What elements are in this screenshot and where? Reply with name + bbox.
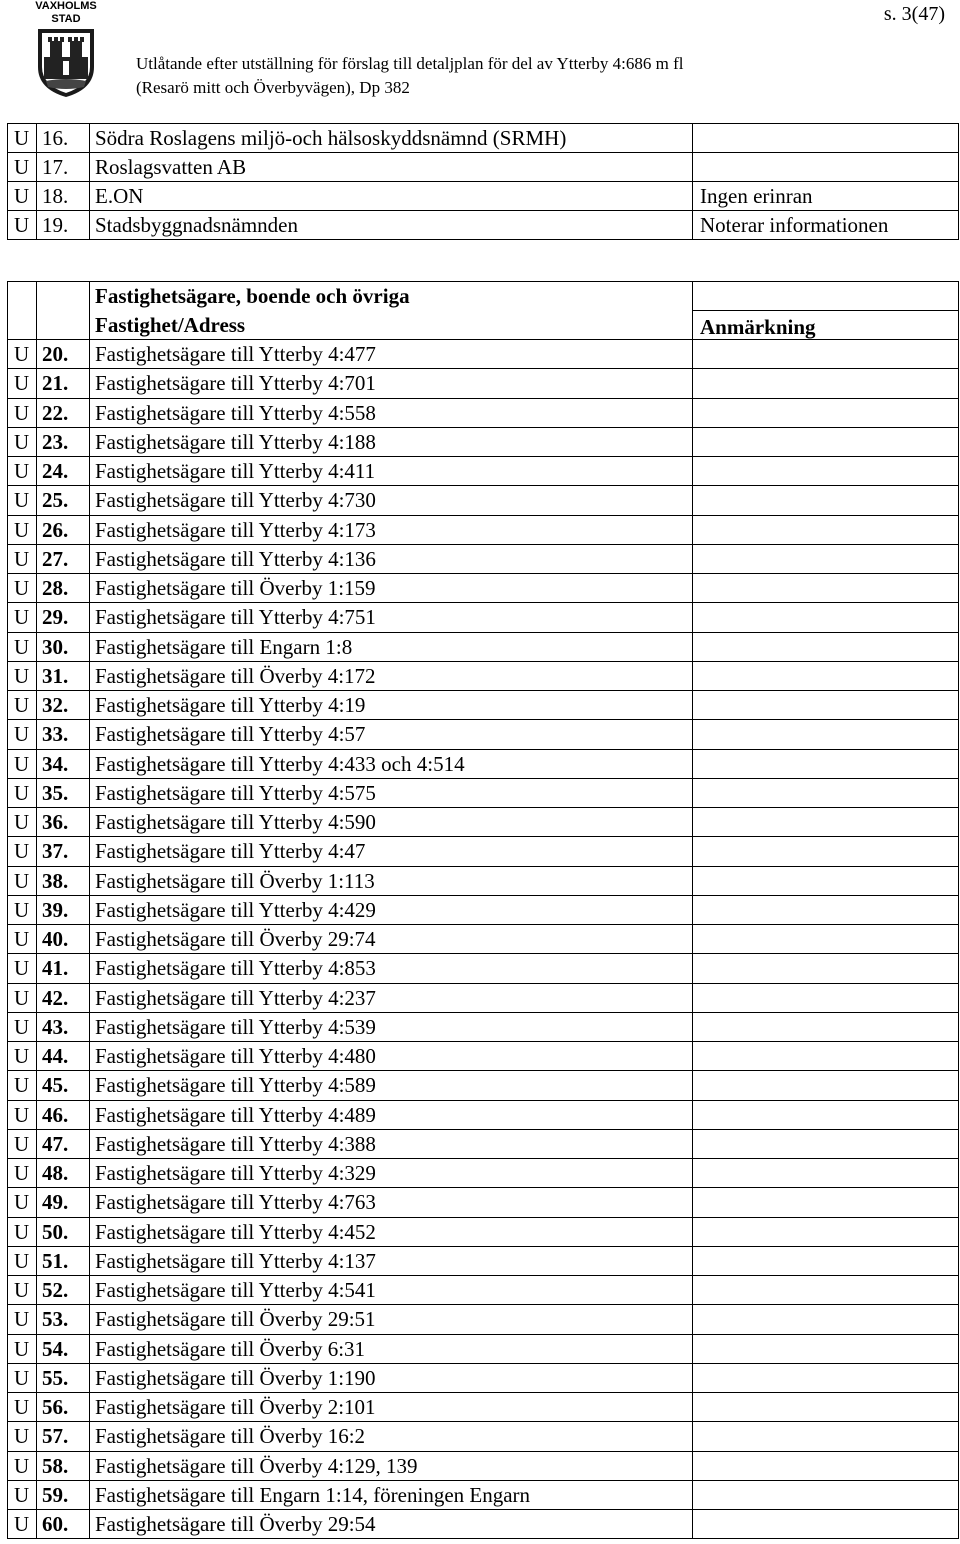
cell-num: 24. bbox=[37, 457, 90, 486]
cell-num: 34. bbox=[37, 749, 90, 778]
cell-remark bbox=[693, 1510, 959, 1539]
cell-name: Fastighetsägare till Ytterby 4:388 bbox=[90, 1129, 693, 1158]
cell-code: U bbox=[8, 486, 37, 515]
cell-num: 33. bbox=[37, 720, 90, 749]
cell-remark bbox=[693, 866, 959, 895]
cell-code: U bbox=[8, 691, 37, 720]
cell-name: Fastighetsägare till Ytterby 4:136 bbox=[90, 544, 693, 573]
table-row bbox=[8, 486, 959, 515]
cell-code: U bbox=[8, 124, 37, 153]
table-row bbox=[8, 1042, 959, 1071]
cell-num: 40. bbox=[37, 925, 90, 954]
table-row bbox=[8, 778, 959, 807]
cell-code: U bbox=[8, 369, 37, 398]
cell-code: U bbox=[8, 340, 37, 369]
cell-remark bbox=[693, 486, 959, 515]
cell-name: Fastighetsägare till Överby 2:101 bbox=[90, 1393, 693, 1422]
cell-remark bbox=[693, 983, 959, 1012]
cell-code: U bbox=[8, 457, 37, 486]
cell-name: Fastighetsägare till Ytterby 4:173 bbox=[90, 515, 693, 544]
cell-num: 49. bbox=[37, 1188, 90, 1217]
table-row bbox=[8, 398, 959, 427]
cell-name: Fastighetsägare till Ytterby 4:575 bbox=[90, 778, 693, 807]
cell-code: U bbox=[8, 1393, 37, 1422]
heading-remark: Anmärkning bbox=[693, 311, 959, 340]
table-row bbox=[8, 1334, 959, 1363]
cell-remark bbox=[693, 720, 959, 749]
cell-num: 60. bbox=[37, 1510, 90, 1539]
cell-code: U bbox=[8, 925, 37, 954]
cell-code: U bbox=[8, 1451, 37, 1480]
header-remark-cell bbox=[693, 282, 959, 311]
cell-remark bbox=[693, 398, 959, 427]
cell-name: Fastighetsägare till Ytterby 4:763 bbox=[90, 1188, 693, 1217]
cell-code: U bbox=[8, 398, 37, 427]
cell-num: 58. bbox=[37, 1451, 90, 1480]
table-row bbox=[8, 954, 959, 983]
cell-remark bbox=[693, 427, 959, 456]
cell-remark bbox=[693, 691, 959, 720]
table-row bbox=[8, 749, 959, 778]
cell-code: U bbox=[8, 866, 37, 895]
cell-num: 18. bbox=[37, 182, 90, 211]
cell-remark bbox=[693, 954, 959, 983]
cell-remark bbox=[693, 457, 959, 486]
cell-name: Fastighetsägare till Ytterby 4:701 bbox=[90, 369, 693, 398]
cell-name: Fastighetsägare till Överby 1:159 bbox=[90, 574, 693, 603]
cell-name: Fastighetsägare till Ytterby 4:489 bbox=[90, 1100, 693, 1129]
cell-remark bbox=[693, 895, 959, 924]
cell-num: 43. bbox=[37, 1012, 90, 1041]
cell-name: Fastighetsägare till Överby 16:2 bbox=[90, 1422, 693, 1451]
cell-num: 37. bbox=[37, 837, 90, 866]
cell-num: 53. bbox=[37, 1305, 90, 1334]
table-row bbox=[8, 340, 959, 369]
cell-name: Fastighetsägare till Ytterby 4:188 bbox=[90, 427, 693, 456]
cell-num: 19. bbox=[37, 211, 90, 240]
table-row bbox=[8, 866, 959, 895]
cell-remark bbox=[693, 1100, 959, 1129]
cell-num: 28. bbox=[37, 574, 90, 603]
cell-code: U bbox=[8, 1188, 37, 1217]
cell-code: U bbox=[8, 1012, 37, 1041]
cell-num: 44. bbox=[37, 1042, 90, 1071]
table-row bbox=[8, 632, 959, 661]
cell-code: U bbox=[8, 574, 37, 603]
cell-name: Fastighetsägare till Överby 29:51 bbox=[90, 1305, 693, 1334]
cell-remark bbox=[693, 544, 959, 573]
cell-name: Fastighetsägare till Ytterby 4:433 och 4:514 bbox=[90, 749, 693, 778]
cell-remark bbox=[693, 124, 959, 153]
header-num-cell bbox=[37, 311, 90, 340]
cell-code: U bbox=[8, 895, 37, 924]
heading-property-address: Fastighet/Adress bbox=[90, 311, 693, 340]
cell-remark bbox=[693, 837, 959, 866]
cell-name: Fastighetsägare till Engarn 1:8 bbox=[90, 632, 693, 661]
table-row bbox=[8, 153, 959, 182]
cell-remark bbox=[693, 1276, 959, 1305]
cell-code: U bbox=[8, 603, 37, 632]
cell-num: 32. bbox=[37, 691, 90, 720]
table-row bbox=[8, 211, 959, 240]
table-row bbox=[8, 1071, 959, 1100]
logo-line-2: STAD bbox=[51, 13, 81, 25]
table-row bbox=[8, 1246, 959, 1275]
logo-line-1: VAXHOLMS bbox=[35, 0, 97, 12]
table-row bbox=[8, 925, 959, 954]
cell-code: U bbox=[8, 808, 37, 837]
cell-name: E.ON bbox=[90, 182, 693, 211]
cell-code: U bbox=[8, 1217, 37, 1246]
cell-remark bbox=[693, 1393, 959, 1422]
cell-remark bbox=[693, 1422, 959, 1451]
table-row bbox=[8, 1480, 959, 1509]
cell-name: Fastighetsägare till Överby 1:113 bbox=[90, 866, 693, 895]
cell-name: Roslagsvatten AB bbox=[90, 153, 693, 182]
table-row bbox=[8, 1422, 959, 1451]
cell-code: U bbox=[8, 1246, 37, 1275]
cell-code: U bbox=[8, 1363, 37, 1392]
cell-code: U bbox=[8, 632, 37, 661]
cell-name: Fastighetsägare till Överby 4:129, 139 bbox=[90, 1451, 693, 1480]
cell-num: 38. bbox=[37, 866, 90, 895]
cell-name: Fastighetsägare till Ytterby 4:137 bbox=[90, 1246, 693, 1275]
table-row bbox=[8, 603, 959, 632]
cell-code: U bbox=[8, 211, 37, 240]
table-row bbox=[8, 1451, 959, 1480]
cell-num: 22. bbox=[37, 398, 90, 427]
cell-num: 50. bbox=[37, 1217, 90, 1246]
cell-code: U bbox=[8, 1422, 37, 1451]
cell-remark bbox=[693, 1071, 959, 1100]
cell-code: U bbox=[8, 749, 37, 778]
cell-code: U bbox=[8, 1071, 37, 1100]
cell-num: 35. bbox=[37, 778, 90, 807]
cell-name: Fastighetsägare till Ytterby 4:853 bbox=[90, 954, 693, 983]
table-row bbox=[8, 427, 959, 456]
cell-remark bbox=[693, 1188, 959, 1217]
cell-remark bbox=[693, 1363, 959, 1392]
cell-num: 31. bbox=[37, 661, 90, 690]
cell-code: U bbox=[8, 837, 37, 866]
cell-remark bbox=[693, 1012, 959, 1041]
cell-code: U bbox=[8, 1305, 37, 1334]
cell-remark bbox=[693, 1451, 959, 1480]
table-row bbox=[8, 515, 959, 544]
cell-code: U bbox=[8, 1334, 37, 1363]
cell-remark bbox=[693, 661, 959, 690]
cell-remark bbox=[693, 574, 959, 603]
cell-num: 29. bbox=[37, 603, 90, 632]
table-row bbox=[8, 574, 959, 603]
table-row bbox=[8, 1510, 959, 1539]
cell-remark bbox=[693, 340, 959, 369]
cell-num: 41. bbox=[37, 954, 90, 983]
cell-code: U bbox=[8, 1129, 37, 1158]
cell-name: Södra Roslagens miljö-och hälsoskyddsnämnd (SRMH) bbox=[90, 124, 693, 153]
cell-num: 27. bbox=[37, 544, 90, 573]
table-row bbox=[8, 544, 959, 573]
table-header-row bbox=[8, 311, 959, 340]
cell-name: Fastighetsägare till Ytterby 4:47 bbox=[90, 837, 693, 866]
table-row bbox=[8, 661, 959, 690]
header-code-cell bbox=[8, 311, 37, 340]
cell-num: 48. bbox=[37, 1159, 90, 1188]
cell-name: Fastighetsägare till Ytterby 4:329 bbox=[90, 1159, 693, 1188]
cell-code: U bbox=[8, 1042, 37, 1071]
cell-name: Fastighetsägare till Ytterby 4:539 bbox=[90, 1012, 693, 1041]
cell-name: Fastighetsägare till Överby 1:190 bbox=[90, 1363, 693, 1392]
cell-code: U bbox=[8, 544, 37, 573]
cell-num: 26. bbox=[37, 515, 90, 544]
cell-code: U bbox=[8, 954, 37, 983]
cell-code: U bbox=[8, 1276, 37, 1305]
cell-num: 47. bbox=[37, 1129, 90, 1158]
table-row bbox=[8, 895, 959, 924]
cell-num: 51. bbox=[37, 1246, 90, 1275]
cell-remark bbox=[693, 369, 959, 398]
table-row bbox=[8, 808, 959, 837]
cell-name: Fastighetsägare till Ytterby 4:477 bbox=[90, 340, 693, 369]
cell-num: 36. bbox=[37, 808, 90, 837]
cell-code: U bbox=[8, 1159, 37, 1188]
cell-remark: Ingen erinran bbox=[693, 182, 959, 211]
table-row bbox=[8, 1217, 959, 1246]
cell-num: 59. bbox=[37, 1480, 90, 1509]
cell-code: U bbox=[8, 720, 37, 749]
cell-num: 42. bbox=[37, 983, 90, 1012]
heading-owners: Fastighetsägare, boende och övriga bbox=[90, 282, 693, 311]
cell-num: 16. bbox=[37, 124, 90, 153]
table-row bbox=[8, 369, 959, 398]
cell-name: Fastighetsägare till Ytterby 4:429 bbox=[90, 895, 693, 924]
cell-code: U bbox=[8, 515, 37, 544]
table-row bbox=[8, 1363, 959, 1392]
table-row bbox=[8, 457, 959, 486]
cell-remark bbox=[693, 1129, 959, 1158]
cell-num: 21. bbox=[37, 369, 90, 398]
table-row bbox=[8, 1159, 959, 1188]
cell-name: Fastighetsägare till Överby 4:172 bbox=[90, 661, 693, 690]
cell-name: Stadsbyggnadsnämnden bbox=[90, 211, 693, 240]
cell-remark bbox=[693, 778, 959, 807]
cell-name: Fastighetsägare till Ytterby 4:237 bbox=[90, 983, 693, 1012]
table-row bbox=[8, 182, 959, 211]
cell-code: U bbox=[8, 1480, 37, 1509]
table-row bbox=[8, 1100, 959, 1129]
header-num-cell bbox=[37, 282, 90, 311]
cell-name: Fastighetsägare till Ytterby 4:558 bbox=[90, 398, 693, 427]
cell-name: Fastighetsägare till Ytterby 4:19 bbox=[90, 691, 693, 720]
cell-name: Fastighetsägare till Ytterby 4:411 bbox=[90, 457, 693, 486]
table-row bbox=[8, 983, 959, 1012]
table-row bbox=[8, 1129, 959, 1158]
cell-remark bbox=[693, 749, 959, 778]
cell-num: 46. bbox=[37, 1100, 90, 1129]
cell-remark bbox=[693, 153, 959, 182]
cell-code: U bbox=[8, 778, 37, 807]
cell-remark bbox=[693, 1042, 959, 1071]
cell-remark bbox=[693, 1246, 959, 1275]
cell-code: U bbox=[8, 182, 37, 211]
cell-code: U bbox=[8, 1100, 37, 1129]
table-row bbox=[8, 691, 959, 720]
cell-num: 23. bbox=[37, 427, 90, 456]
cell-name: Fastighetsägare till Ytterby 4:589 bbox=[90, 1071, 693, 1100]
cell-name: Fastighetsägare till Ytterby 4:480 bbox=[90, 1042, 693, 1071]
cell-num: 54. bbox=[37, 1334, 90, 1363]
cell-name: Fastighetsägare till Ytterby 4:751 bbox=[90, 603, 693, 632]
cell-name: Fastighetsägare till Ytterby 4:57 bbox=[90, 720, 693, 749]
cell-remark bbox=[693, 632, 959, 661]
document-title-line-1: Utlåtande efter utställning för förslag till detaljplan för del av Ytterby 4:686 m fl bbox=[136, 54, 684, 73]
cell-num: 52. bbox=[37, 1276, 90, 1305]
cell-code: U bbox=[8, 1510, 37, 1539]
cell-name: Fastighetsägare till Överby 29:54 bbox=[90, 1510, 693, 1539]
municipality-logo bbox=[26, 0, 106, 100]
cell-remark bbox=[693, 1159, 959, 1188]
cell-name: Fastighetsägare till Ytterby 4:452 bbox=[90, 1217, 693, 1246]
cell-name: Fastighetsägare till Engarn 1:14, föreningen Engarn bbox=[90, 1480, 693, 1509]
cell-code: U bbox=[8, 983, 37, 1012]
cell-remark bbox=[693, 603, 959, 632]
cell-num: 55. bbox=[37, 1363, 90, 1392]
cell-remark bbox=[693, 1217, 959, 1246]
cell-num: 39. bbox=[37, 895, 90, 924]
table-row bbox=[8, 1276, 959, 1305]
cell-num: 17. bbox=[37, 153, 90, 182]
organizations-table bbox=[7, 123, 959, 240]
table-header-row bbox=[8, 282, 959, 311]
table-row bbox=[8, 1393, 959, 1422]
cell-num: 20. bbox=[37, 340, 90, 369]
cell-num: 25. bbox=[37, 486, 90, 515]
cell-name: Fastighetsägare till Överby 29:74 bbox=[90, 925, 693, 954]
property-owners-table bbox=[7, 281, 959, 1539]
table-row bbox=[8, 124, 959, 153]
table-row bbox=[8, 720, 959, 749]
cell-remark bbox=[693, 1334, 959, 1363]
header-code-cell bbox=[8, 282, 37, 311]
page-number: s. 3(47) bbox=[883, 3, 945, 25]
document-title-line-2: (Resarö mitt och Överbyvägen), Dp 382 bbox=[136, 78, 410, 97]
cell-remark bbox=[693, 1305, 959, 1334]
cell-code: U bbox=[8, 153, 37, 182]
cell-num: 57. bbox=[37, 1422, 90, 1451]
cell-num: 30. bbox=[37, 632, 90, 661]
cell-remark bbox=[693, 925, 959, 954]
cell-code: U bbox=[8, 661, 37, 690]
cell-name: Fastighetsägare till Överby 6:31 bbox=[90, 1334, 693, 1363]
cell-name: Fastighetsägare till Ytterby 4:730 bbox=[90, 486, 693, 515]
cell-num: 45. bbox=[37, 1071, 90, 1100]
cell-remark bbox=[693, 1480, 959, 1509]
table-row bbox=[8, 1188, 959, 1217]
cell-code: U bbox=[8, 427, 37, 456]
cell-num: 56. bbox=[37, 1393, 90, 1422]
cell-remark bbox=[693, 515, 959, 544]
cell-remark: Noterar informationen bbox=[693, 211, 959, 240]
table-row bbox=[8, 1012, 959, 1041]
table-row bbox=[8, 1305, 959, 1334]
cell-name: Fastighetsägare till Ytterby 4:541 bbox=[90, 1276, 693, 1305]
cell-remark bbox=[693, 808, 959, 837]
table-row bbox=[8, 837, 959, 866]
coat-of-arms-icon bbox=[34, 27, 98, 99]
cell-name: Fastighetsägare till Ytterby 4:590 bbox=[90, 808, 693, 837]
